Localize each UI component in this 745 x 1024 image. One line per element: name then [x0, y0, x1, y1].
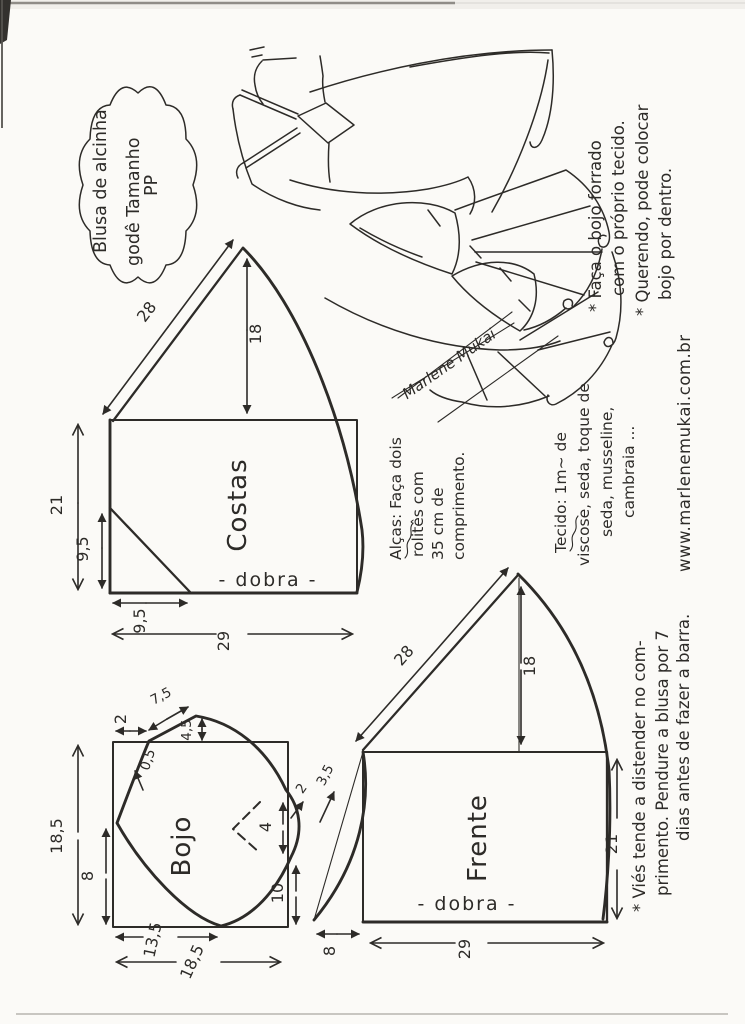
dim-label: 29 [214, 630, 233, 652]
dim-label: 2 [111, 713, 130, 725]
scan-top-band [0, 0, 745, 9]
dim-label: 18 [246, 323, 265, 345]
dim-label: 0,5 [137, 747, 160, 773]
dim-label: 18 [520, 655, 539, 677]
note-line: com o próprio tecido. [609, 120, 628, 296]
note-line: rolitês com [409, 471, 427, 557]
note-line: cambraia ... [620, 425, 638, 518]
dim-label: 3,5 [313, 761, 338, 789]
note-line: bojo por dentro. [656, 167, 675, 300]
pattern-title-line: Blusa de alcinha [91, 109, 111, 253]
note-line: seda, musseline, [598, 406, 616, 537]
website-url: www.marlenemukai.com.br [675, 334, 694, 572]
note-line: 35 cm de [429, 487, 447, 560]
note-line: * Querendo, pode colocar [633, 104, 652, 316]
note-line: viscose, seda, toque de [575, 383, 593, 566]
piece-name-costas: Costas [223, 458, 253, 552]
dim-label: 28 [390, 641, 418, 670]
dim-label: 4 [256, 821, 275, 833]
dim-label: 9,5 [130, 608, 149, 634]
dim-label: 28 [132, 297, 161, 326]
designer-signature: Marlene Mukai [399, 325, 500, 403]
note-line: dias antes de fazer a barra. [674, 613, 693, 841]
note-line: * Viés tende a distender no com- [630, 640, 649, 912]
note-line: Tecido: 1m~ de [552, 432, 570, 553]
note-line: primento. Pendure a blusa por 7 [653, 630, 672, 896]
dim-label: 9,5 [73, 536, 92, 562]
dim-label: 18,5 [176, 941, 208, 982]
pattern-size-label: PP [142, 174, 162, 196]
dim-label: 10 [268, 882, 287, 904]
dim-label: 8 [320, 945, 339, 957]
pattern-title-line: godê Tamanho [124, 137, 144, 266]
piece-name-bojo: Bojo [167, 815, 197, 877]
note-line: comprimento. [450, 451, 468, 560]
note-line: * Faça o bojo forrado [586, 140, 605, 312]
dim-label: 18,5 [47, 818, 66, 854]
note-line: Alças: Faça dois [387, 437, 405, 560]
dim-label: 7,5 [147, 684, 175, 709]
fold-label: - dobra - [417, 893, 517, 915]
dim-label: 4,5 [179, 719, 195, 741]
fold-label: - dobra - [218, 569, 318, 591]
piece-name-frente: Frente [463, 794, 493, 882]
dim-label: 21 [602, 833, 621, 855]
dim-label: 29 [455, 938, 474, 960]
dim-label: 13,5 [139, 920, 166, 960]
dim-label: 2 [292, 780, 311, 797]
dim-label: 8 [78, 870, 97, 882]
dim-label: 21 [47, 494, 66, 516]
